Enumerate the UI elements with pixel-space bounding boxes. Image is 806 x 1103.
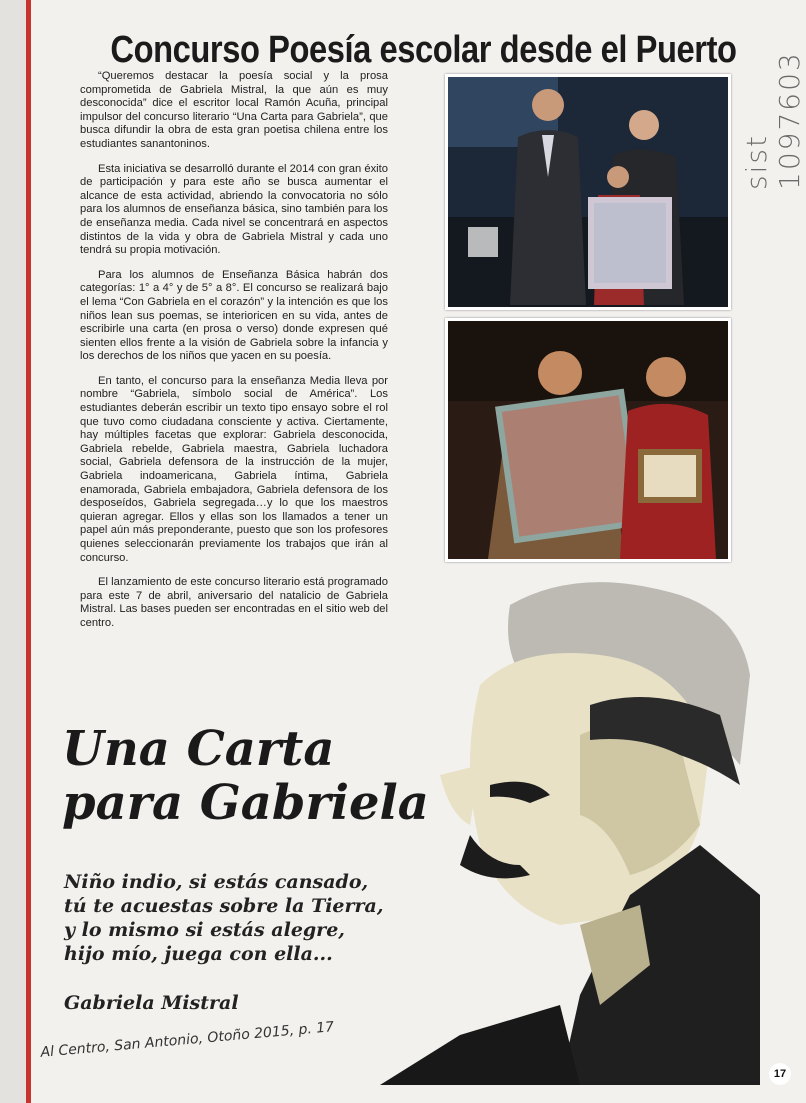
handwritten-catalog-id: sist 1097603 xyxy=(740,51,806,190)
event-photo-stage xyxy=(445,74,731,310)
stage-photo-image xyxy=(448,77,728,307)
poem-line-3: y lo mismo si estás alegre, xyxy=(64,919,345,941)
page-number: 17 xyxy=(769,1063,791,1085)
poem-line-1: Niño indio, si estás cansado, xyxy=(64,871,369,893)
poem-excerpt xyxy=(64,870,394,966)
prize-photo-image xyxy=(448,321,728,559)
feature-title-line-1: Una Carta xyxy=(62,721,335,777)
accent-stripe xyxy=(26,0,31,1103)
page-title: Concurso Poesía escolar desde el Puerto xyxy=(110,29,737,72)
poem-line-4: hijo mío, juega con ella... xyxy=(64,943,333,965)
article-paragraph-3: Para los alumnos de Enseñanza Básica habrán dos categorías: 1° a 4° y de 5° a 8°. El concurso se realizará bajo el lema “Con Gabriela en el corazón” y la intención es que los niños lean sus poemas, se interioricen en su vida, antes de escribirle una carta (en prosa o verso) donde expresen qué sienten ellos frente a la visión de Gabriela sobre la infancia y los derechos de los niños que yacen en su poesía. xyxy=(80,268,388,363)
article-paragraph-1: “Queremos destacar la poesía social y la prosa comprometida de Gabriela Mistral, la que aún es muy desconocida” dice el escritor local Ramón Acuña, principal impulsor del concurso literario “Una Carta para Gabriela”, que busca difundir la obra de esta gran poetisa chilena entre los estudiantes sanantoninos. xyxy=(80,70,388,150)
article-paragraph-5: El lanzamiento de este concurso literario está programado para este 7 de abril, aniversario del natalicio de Gabriela Mistral. Las bases pueden ser encontradas en el sitio web del centro. xyxy=(80,576,388,629)
poem-author: Gabriela Mistral xyxy=(64,992,239,1014)
article-paragraph-2: Esta iniciativa se desarrolló durante el 2014 con gran éxito de participación y para este año se busca aumentar el alcance de esta actividad, abriendo la convocatoria no sólo para los alumnos de enseñanza básica, sino también para los de enseñanza media. Cada nivel se concentrará en aspectos distintos de la vida y obra de Gabriela Mistral y cada uno tendrá su propia motivación. xyxy=(80,162,388,257)
feature-title-line-2: para Gabriela xyxy=(62,775,429,831)
event-photo-prize xyxy=(445,318,731,562)
handwritten-source-note: Al Centro, San Antonio, Otoño 2015, p. 17 xyxy=(39,1019,335,1061)
article-body xyxy=(80,70,388,642)
poem-line-2: tú te acuestas sobre la Tierra, xyxy=(64,895,384,917)
feature-title xyxy=(62,722,462,830)
article-paragraph-4: En tanto, el concurso para la enseñanza Media lleva por nombre “Gabriela, símbolo social de América”. Los estudiantes deberán escribir un texto tipo ensayo sobre el rol que tuvo como ciudadana consciente y activa. Ciertamente, hay múltiples facetas que explorar: Gabriela desconocida, Gabriela rebelde, Gabriela maestra, Gabriela luchadora social, Gabriela defensora de la instrucción de la mujer, Gabriela indoamericana, Gabriela íntima, Gabriela enamorada, Gabriela embajadora, Gabriela defensora de los desposeídos, Gabriela segregada…y lo que los maestros quieran agregar. Ellos y ellas son los llamados a tener un papel aún más preponderante, puesto que son los profesores quienes seleccionarán previamente los trabajos que irán al concurso. xyxy=(80,374,388,564)
page-edge xyxy=(0,0,27,1103)
